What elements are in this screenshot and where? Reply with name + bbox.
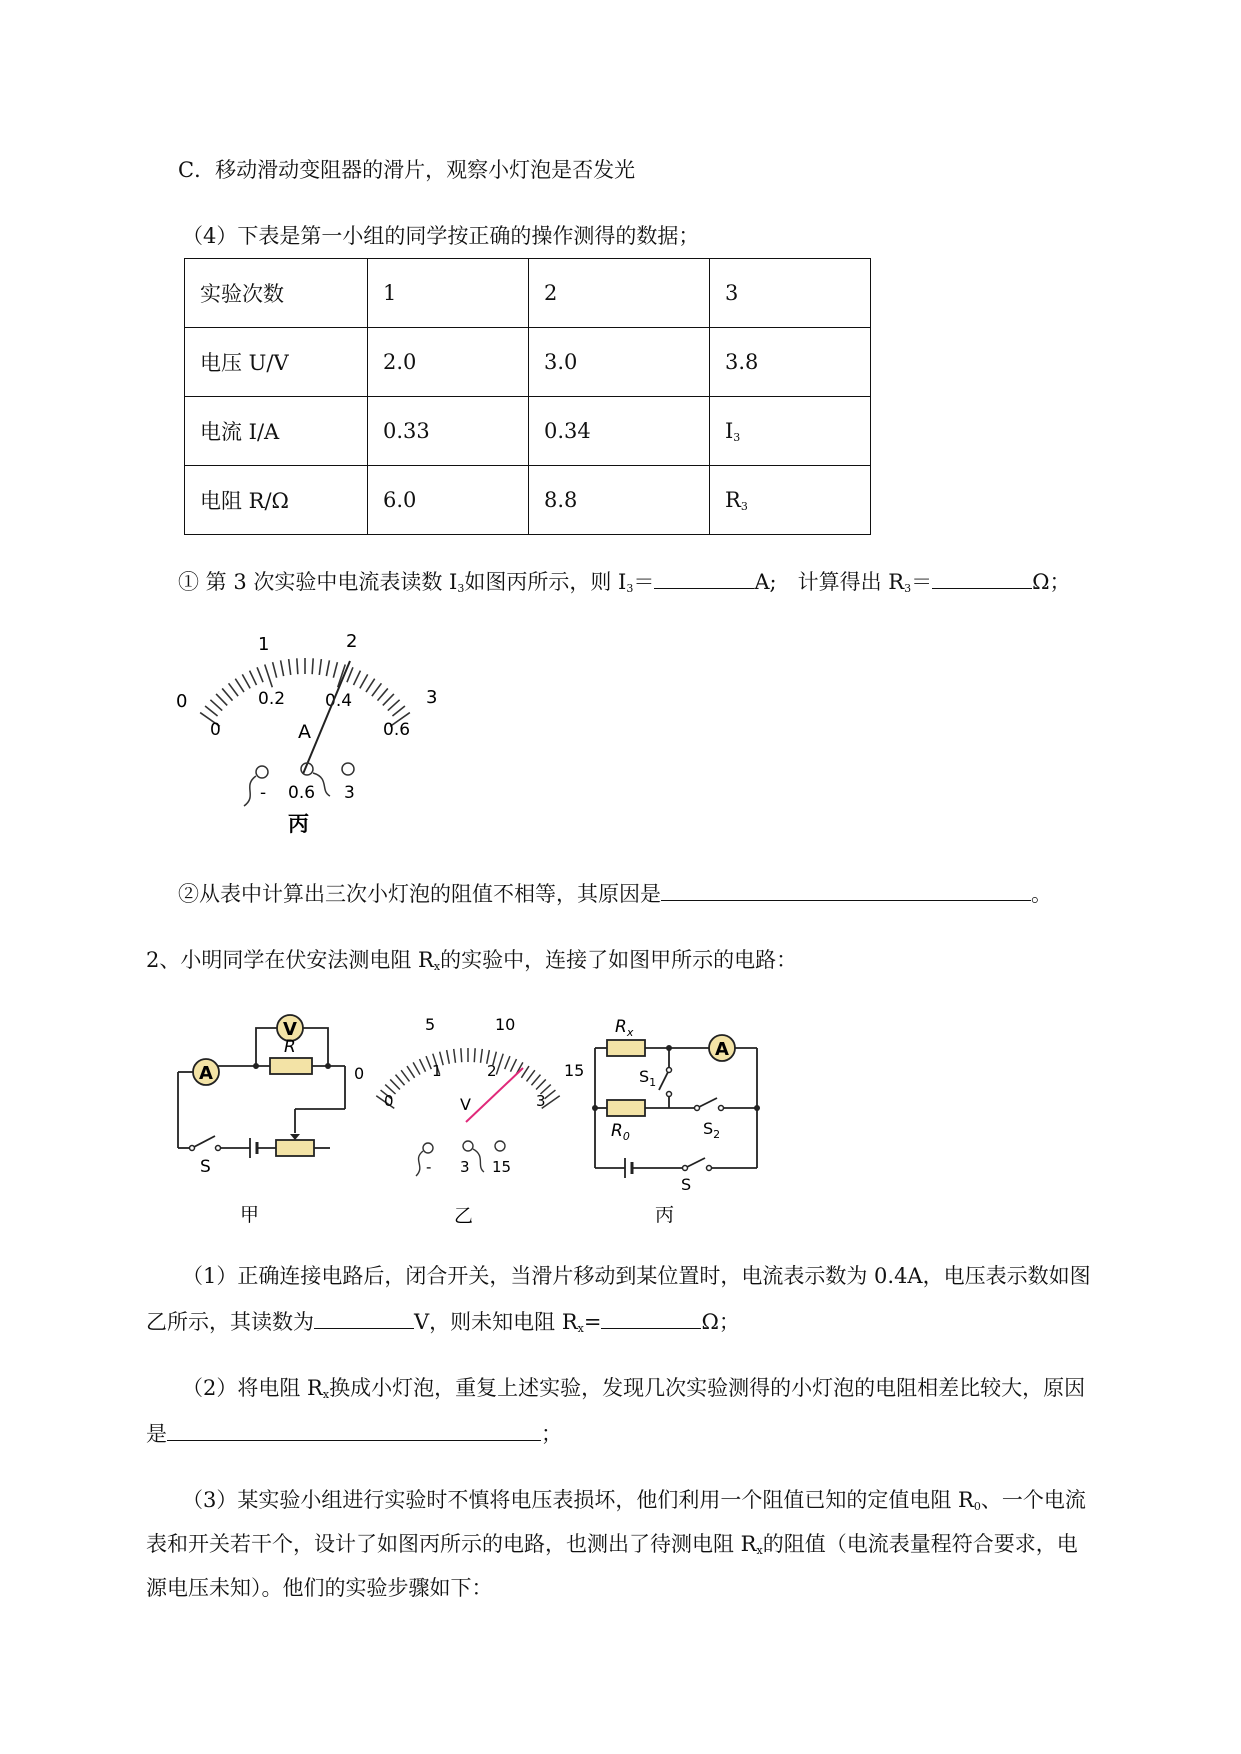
label: 1	[649, 1076, 657, 1089]
junction-dot	[325, 1063, 331, 1069]
scale-tick	[354, 671, 361, 685]
wire-icon	[244, 776, 256, 806]
question-2-part-2-line-1	[182, 1374, 1085, 1409]
scale-tick	[235, 679, 244, 692]
ammeter-top-label: 1	[258, 634, 270, 655]
terminal-label: -	[426, 1158, 432, 1176]
scale-tick	[388, 700, 400, 711]
table-cell: 2.0	[368, 328, 529, 397]
text: A; 计算得出 R	[754, 570, 905, 594]
table-cell: 电流 I/A	[185, 397, 368, 466]
label: R	[611, 1121, 623, 1141]
scale-tick	[390, 1079, 400, 1089]
table-row	[185, 397, 871, 466]
figure-caption: 丙	[655, 1204, 675, 1226]
subscript: 3	[740, 499, 748, 513]
scale-tick	[377, 688, 387, 700]
junction-dot	[666, 1045, 672, 1051]
junction-dot	[592, 1105, 598, 1111]
table-cell: 3	[710, 259, 871, 328]
ammeter-figure	[170, 626, 450, 846]
switch-icon	[659, 1070, 669, 1090]
scale-tick	[273, 662, 277, 677]
scale-tick	[257, 667, 263, 682]
voltmeter-label: V	[283, 1019, 297, 1040]
scale-tick	[333, 662, 337, 677]
terminal-label: 3	[460, 1158, 470, 1176]
text: 2、小明同学在伏安法测电阻 R	[146, 948, 434, 972]
scale-tick	[210, 700, 222, 711]
scale-tick	[407, 1066, 415, 1078]
ammeter-label: A	[199, 1063, 213, 1084]
terminal-icon	[495, 1141, 505, 1151]
voltmeter-bottom-label: 3	[536, 1092, 546, 1110]
data-table	[184, 258, 871, 535]
scale-tick	[510, 1059, 516, 1072]
subscript: 3	[457, 582, 465, 595]
scale-tick	[396, 1075, 405, 1086]
switch-label	[639, 1067, 656, 1089]
table-cell: 实验次数	[185, 259, 368, 328]
voltmeter-figure-yi	[350, 1010, 590, 1226]
slider-arrow-icon	[290, 1134, 300, 1140]
scale-tick	[250, 671, 257, 685]
switch-contact-icon	[707, 1166, 712, 1171]
question-2-part-3-line-1	[182, 1486, 1086, 1521]
table-cell: 电阻 R/Ω	[185, 466, 368, 535]
resistor-label	[615, 1017, 634, 1039]
text: ＝	[633, 570, 655, 594]
scale-tick	[222, 688, 232, 700]
table-row	[185, 328, 871, 397]
scale-tick	[531, 1075, 540, 1086]
question-2-part-3-line-3: 源电压未知）。他们的实验步骤如下：	[146, 1576, 493, 1600]
ammeter-bottom-label: 0.6	[383, 720, 411, 740]
figure-caption: 甲	[240, 1204, 260, 1226]
label: x	[626, 1026, 634, 1039]
voltmeter-bottom-label: 1	[432, 1062, 442, 1080]
voltmeter-bottom-label: 2	[487, 1062, 497, 1080]
voltmeter-top-label: 5	[425, 1015, 436, 1034]
scale-tick	[265, 664, 273, 687]
question-2-part-3-line-2	[146, 1530, 1078, 1565]
scale-tick	[229, 683, 239, 696]
text: 。	[1031, 882, 1052, 906]
table-cell: 3.8	[710, 328, 871, 397]
scale-tick	[312, 658, 313, 674]
voltmeter-bottom-label: 0	[384, 1092, 394, 1110]
terminal-label: 15	[492, 1158, 512, 1176]
text: Ω；	[701, 1310, 740, 1334]
subscript: 0	[973, 1500, 981, 1513]
switch-contact-icon	[667, 1068, 672, 1073]
table-cell: 8.8	[529, 466, 710, 535]
question-4-intro: （4）下表是第一小组的同学按正确的操作测得的数据；	[182, 224, 700, 248]
scale-tick	[401, 1070, 409, 1081]
switch-icon	[697, 1098, 717, 1108]
table-cell	[710, 397, 871, 466]
scale-tick	[474, 1048, 475, 1062]
scale-tick	[496, 1054, 503, 1075]
junction-dot	[754, 1105, 760, 1111]
scale-tick	[366, 679, 375, 692]
terminal-icon	[463, 1141, 473, 1151]
answer-blank-voltage[interactable]	[314, 1306, 414, 1329]
subscript: x	[433, 960, 441, 973]
scale-tick	[319, 659, 321, 675]
answer-blank-reason[interactable]	[661, 878, 1031, 901]
scale-tick	[297, 658, 298, 674]
switch-contact-icon	[190, 1146, 195, 1151]
switch-label	[703, 1119, 720, 1141]
ammeter-bottom-label: 0	[210, 720, 221, 740]
answer-blank-rx[interactable]	[601, 1306, 701, 1329]
resistor-label: R	[284, 1037, 296, 1057]
scale-tick	[372, 683, 382, 696]
terminal-icon	[256, 766, 268, 778]
question-4-part-1	[178, 566, 1071, 603]
answer-blank-r3[interactable]	[932, 566, 1032, 589]
text: ；	[541, 1422, 562, 1446]
option-c: C．移动滑动变阻器的滑片，观察小灯泡是否发光	[178, 158, 636, 182]
voltmeter-top-label: 15	[564, 1061, 585, 1080]
subscript: x	[322, 1388, 330, 1401]
terminal-icon	[342, 763, 354, 775]
text: 如图丙所示，则 I	[464, 570, 627, 594]
switch-contact-icon	[719, 1106, 724, 1111]
terminal-label: 3	[344, 783, 355, 803]
text: （3）某实验小组进行实验时不慎将电压表损坏，他们利用一个阻值已知的定值电阻 R	[182, 1488, 974, 1512]
scale-tick	[419, 1059, 425, 1072]
voltmeter-symbol: V	[460, 1095, 471, 1114]
text: =	[583, 1310, 602, 1334]
question-4-part-2	[178, 878, 1052, 908]
label: 0	[622, 1130, 630, 1143]
ammeter-bottom-label: 0.2	[258, 689, 286, 709]
subscript: 3	[626, 582, 634, 595]
voltmeter-top-label: 0	[354, 1064, 365, 1083]
scale-tick	[281, 660, 284, 676]
text: 乙所示，其读数为	[146, 1310, 314, 1334]
switch-contact-icon	[683, 1166, 688, 1171]
scale-tick	[383, 694, 394, 706]
table-cell	[710, 466, 871, 535]
ammeter-label: A	[715, 1039, 729, 1060]
ammeter-top-label: 0	[176, 691, 188, 712]
scale-tick	[527, 1070, 535, 1081]
scale-tick	[360, 674, 368, 688]
table-cell: 3.0	[529, 328, 710, 397]
scale-tick	[242, 674, 250, 688]
switch-label: S	[200, 1157, 211, 1177]
switch-label: S	[681, 1175, 692, 1194]
text: （2）将电阻 R	[182, 1376, 323, 1400]
scale-tick	[216, 694, 227, 706]
ammeter-top-label: 2	[346, 631, 358, 652]
text: 是	[146, 1422, 167, 1446]
switch-icon	[192, 1136, 215, 1148]
text: 的阻值（电流表量程符合要求，电	[762, 1532, 1078, 1556]
figure-caption: 丙	[288, 812, 309, 836]
terminal-label: -	[260, 783, 267, 803]
current-i3-symbol: I	[725, 418, 734, 443]
scale-tick	[447, 1050, 450, 1064]
table-cell: 0.34	[529, 397, 710, 466]
scale-tick	[461, 1048, 462, 1062]
scale-tick	[481, 1049, 483, 1063]
resistance-r3-symbol: R	[725, 487, 741, 512]
switch-contact-icon	[695, 1106, 700, 1111]
ammeter-needle	[303, 661, 353, 774]
scale-tick	[536, 1079, 546, 1089]
resistor-rx-icon	[607, 1040, 645, 1056]
switch-contact-icon	[667, 1092, 672, 1097]
terminal-label: 0.6	[288, 783, 316, 803]
text: ②从表中计算出三次小灯泡的阻值不相等，其原因是	[178, 882, 661, 906]
table-cell: 2	[529, 259, 710, 328]
question-2-part-1-line-2	[146, 1306, 740, 1343]
figure-caption: 乙	[454, 1205, 474, 1226]
table-row	[185, 259, 871, 328]
question-2-part-2-line-2	[146, 1418, 562, 1448]
scale-tick	[347, 667, 353, 682]
table-cell: 电压 U/V	[185, 328, 368, 397]
scale-tick	[392, 706, 404, 716]
resistor-r0-icon	[607, 1100, 645, 1116]
scale-tick	[454, 1049, 456, 1063]
ammeter-symbol: A	[298, 721, 311, 743]
text: 的实验中，连接了如图甲所示的电路：	[440, 948, 798, 972]
label: 2	[713, 1128, 721, 1141]
scale-tick	[205, 706, 217, 716]
wire-icon	[473, 1149, 484, 1172]
table-cell: 1	[368, 259, 529, 328]
circuit-figure-jia	[170, 1006, 360, 1226]
question-2-part-1-line-1: （1）正确连接电路后，闭合开关，当滑片移动到某位置时，电流表示数为 0.4A，电压表示数如图	[182, 1264, 1091, 1288]
label: S	[639, 1067, 650, 1086]
ammeter-scale	[200, 658, 410, 726]
circuit-figure-bing	[585, 1006, 765, 1226]
subscript: 3	[904, 582, 912, 595]
switch-contact-icon	[216, 1146, 221, 1151]
text: 、一个电流	[980, 1488, 1086, 1512]
text: 换成小灯泡，重复上述实验，发现几次实验测得的小灯泡的电阻相差比较大，原因	[329, 1376, 1086, 1400]
terminal-icon	[423, 1143, 433, 1153]
switch-icon	[685, 1158, 705, 1168]
voltmeter-top-label: 10	[495, 1015, 516, 1034]
text: Ω；	[1032, 570, 1071, 594]
wire-icon	[313, 773, 330, 796]
ammeter-top-label: 3	[426, 687, 438, 708]
table-cell: 0.33	[368, 397, 529, 466]
scale-tick	[326, 660, 329, 676]
scale-tick	[413, 1062, 420, 1074]
rheostat-icon	[276, 1140, 314, 1156]
subscript: 3	[733, 430, 741, 444]
question-2-intro	[146, 946, 797, 981]
resistor-icon	[270, 1058, 312, 1074]
resistor-label	[611, 1121, 630, 1143]
scale-tick	[505, 1056, 510, 1069]
text: 表和开关若干个，设计了如图丙所示的电路，也测出了待测电阻 R	[146, 1532, 757, 1556]
ammeter-bottom-label: 0.4	[325, 691, 353, 711]
table-cell: 6.0	[368, 466, 529, 535]
label: S	[703, 1119, 714, 1138]
answer-blank-lamp-reason[interactable]	[167, 1418, 541, 1441]
wire-icon	[416, 1151, 423, 1176]
text: ① 第 3 次实验中电流表读数 I	[178, 570, 458, 594]
subscript: x	[577, 1322, 584, 1335]
answer-blank-i3[interactable]	[654, 566, 754, 589]
text: ＝	[911, 570, 933, 594]
text: V，则未知电阻 R	[414, 1310, 578, 1334]
scale-tick	[426, 1056, 431, 1069]
scale-tick	[545, 1090, 556, 1099]
subscript: x	[756, 1544, 763, 1557]
label: R	[615, 1017, 627, 1037]
scale-tick	[289, 659, 291, 675]
junction-dot	[253, 1063, 259, 1069]
table-row	[185, 466, 871, 535]
